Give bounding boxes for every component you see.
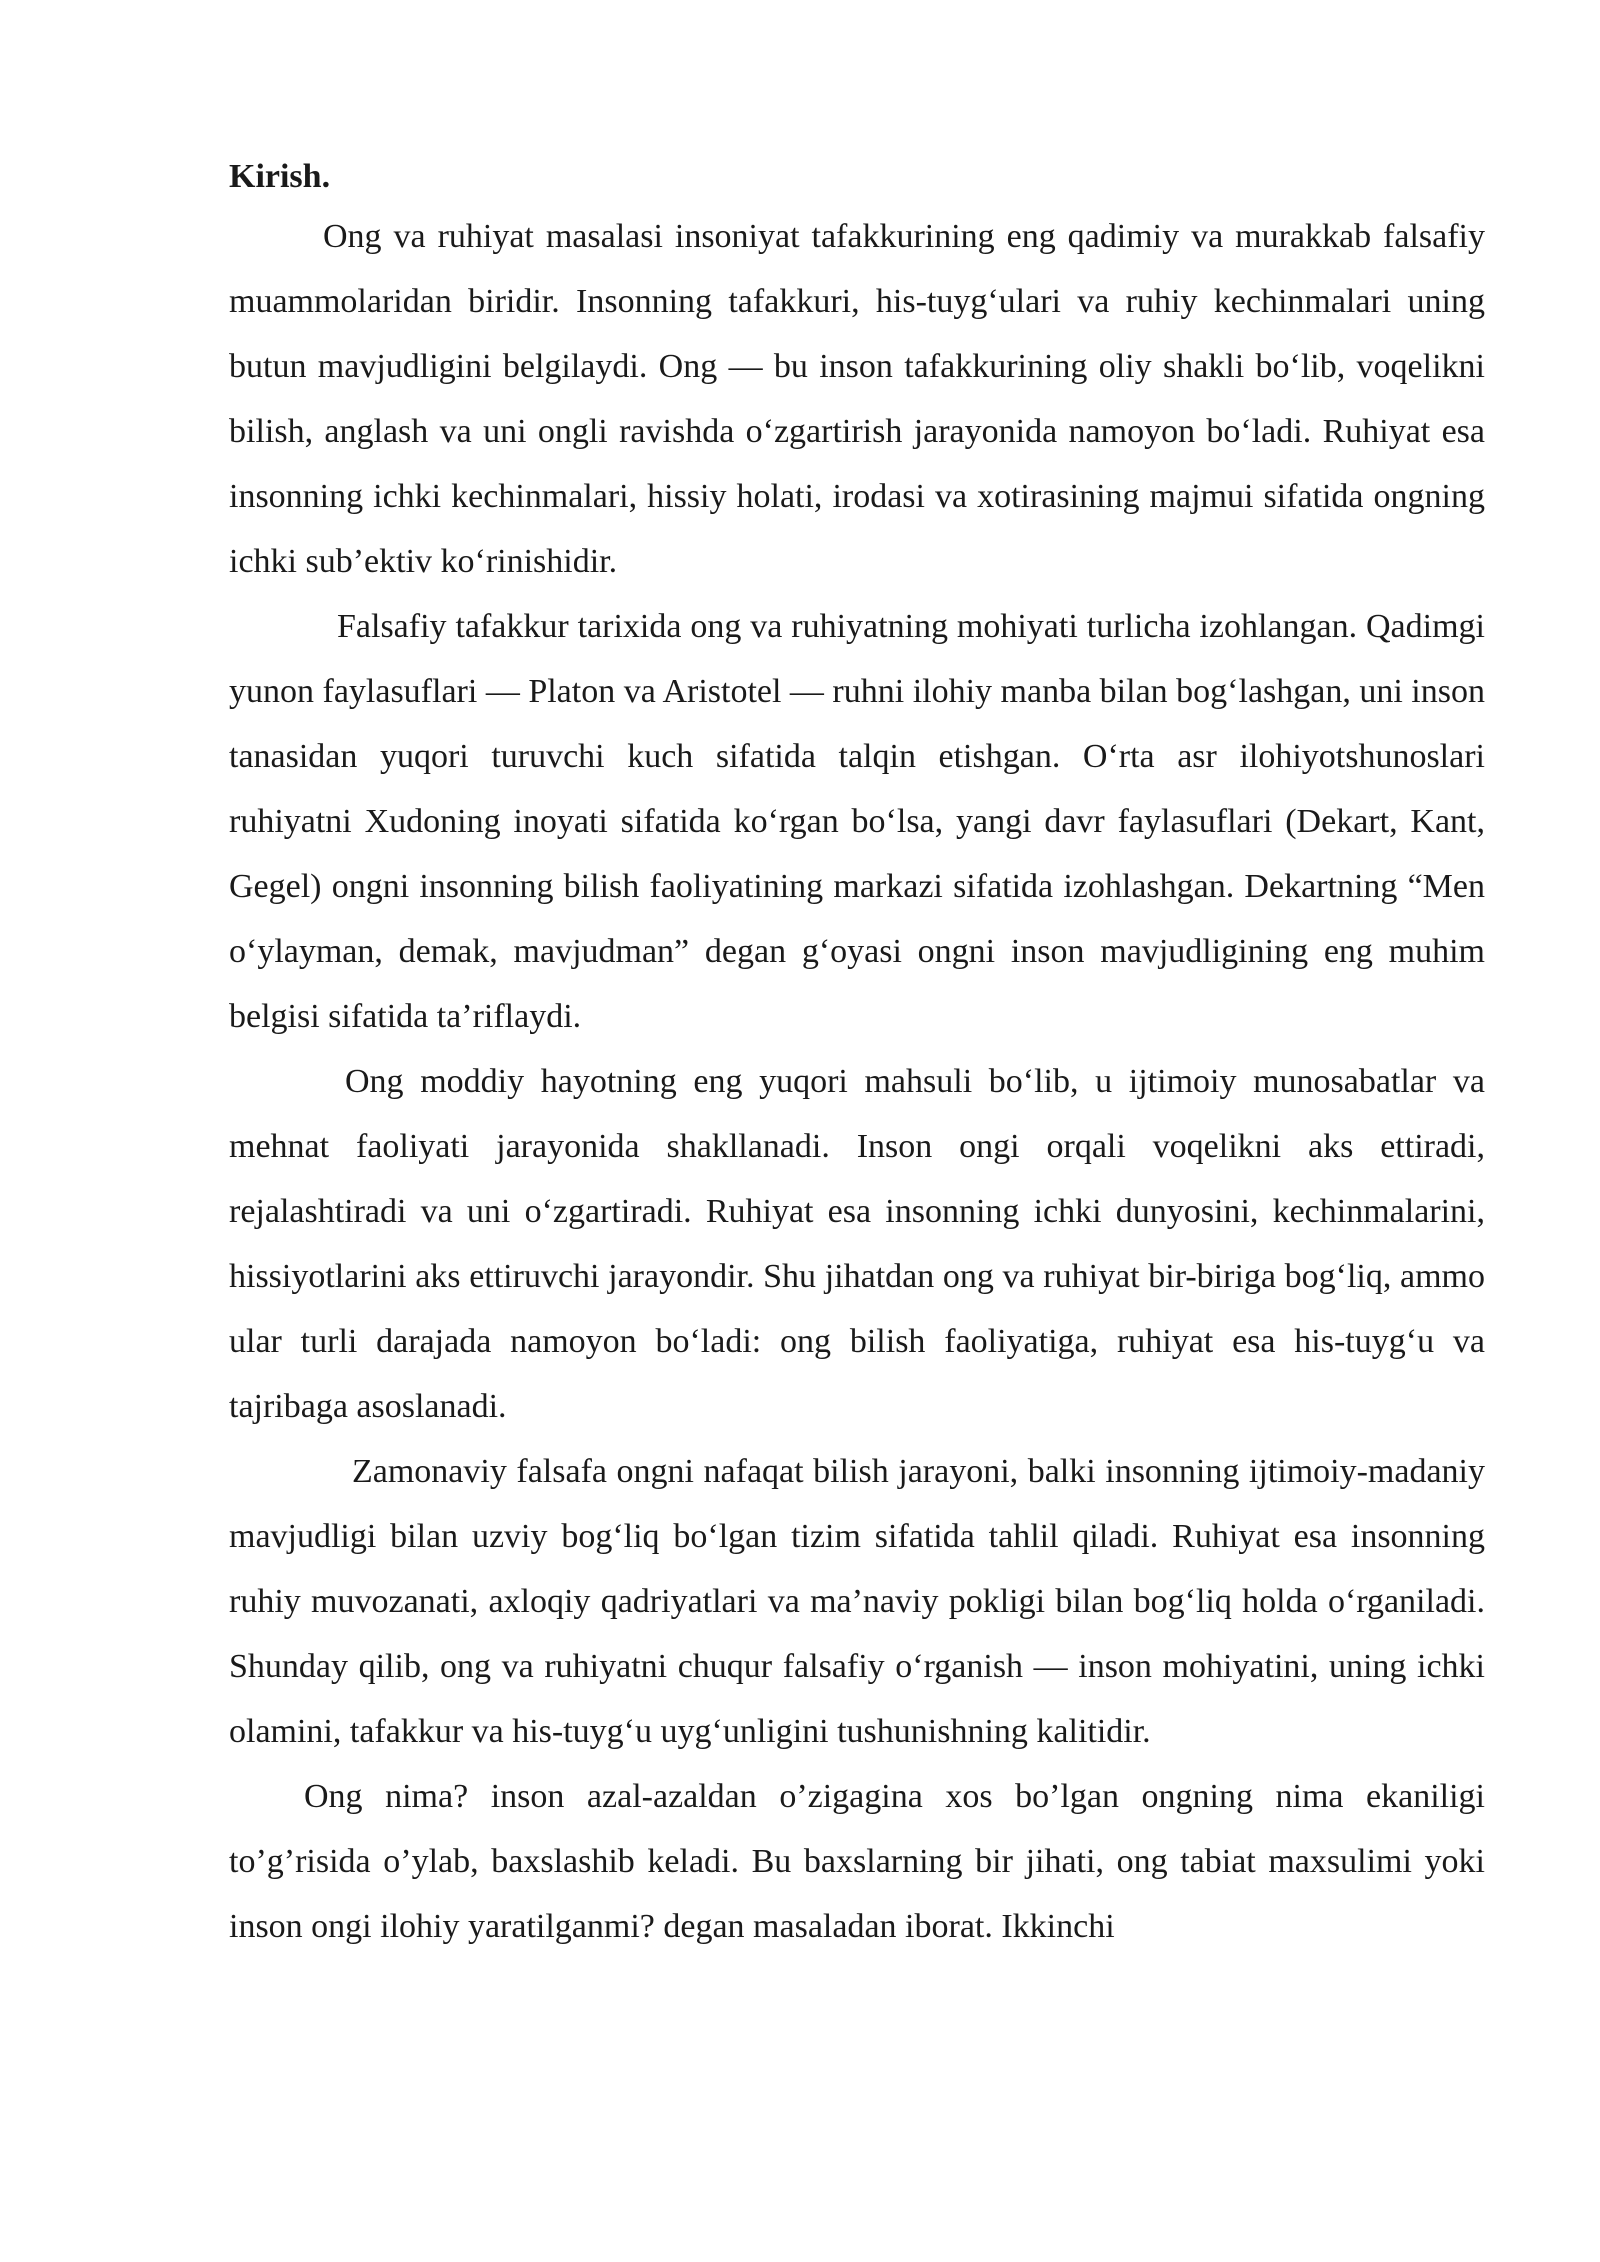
document-body [229,150,1485,1959]
paragraph-1: Ong va ruhiyat masalasi insoniyat tafakkurining eng qadimiy va murakkab falsafiy muammolaridan biridir. Insonning tafakkuri, his-tuyg‘ulari va ruhiy kechinmalari uning butun mavjudligini belgilaydi. Ong — bu inson tafakkurining oliy shakli bo‘lib, voqelikni bilish, anglash va uni ongli ravishda o‘zgartirish jarayonida namoyon bo‘ladi. Ruhiyat esa insonning ichki kechinmalari, hissiy holati, irodasi va xotirasining majmui sifatida ongning ichki sub’ektiv ko‘rinishidir. [229,218,1485,580]
paragraph-2: Falsafiy tafakkur tarixida ong va ruhiyatning mohiyati turlicha izohlangan. Qadimgi yunon faylasuflari — Platon va Aristotel — ruhni ilohiy manba bilan bog‘lashgan, uni inson tanasidan yuqori turuvchi kuch sifatida talqin etishgan. O‘rta asr ilohiyotshunoslari ruhiyatni Xudoning inoyati sifatida ko‘rgan bo‘lsa, yangi davr faylasuflari (Dekart, Kant, Gegel) ongni insonning bilish faoliyatining markazi sifatida izohlashgan. Dekartning “Men o‘ylayman, demak, mavjudman” degan g‘oyasi ongni inson mavjudligining eng muhim belgisi sifatida ta’riflaydi. [229,608,1485,1035]
paragraph-3: Ong moddiy hayotning eng yuqori mahsuli bo‘lib, u ijtimoiy munosabatlar va mehnat faoliyati jarayonida shakllanadi. Inson ongi orqali voqelikni aks ettiradi, rejalashtiradi va uni o‘zgartiradi. Ruhiyat esa insonning ichki dunyosini, kechinmalarini, hissiyotlarini aks ettiruvchi jarayondir. Shu jihatdan ong va ruhiyat bir-biriga bog‘liq, ammo ular turli darajada namoyon bo‘ladi: ong bilish faoliyatiga, ruhiyat esa his-tuyg‘u va tajribaga asoslanadi. [229,1063,1485,1425]
paragraph-4: Zamonaviy falsafa ongni nafaqat bilish jarayoni, balki insonning ijtimoiy-madaniy mavjudligi bilan uzviy bog‘liq bo‘lgan tizim sifatida tahlil qiladi. Ruhiyat esa insonning ruhiy muvozanati, axloqiy qadriyatlari va ma’naviy pokligi bilan bog‘liq holda o‘rganiladi. Shunday qilib, ong va ruhiyatni chuqur falsafiy o‘rganish — inson mohiyatini, uning ichki olamini, tafakkur va his-tuyg‘u uyg‘unligini tushunishning kalitidir. [229,1453,1485,1750]
paragraph-5: Ong nima? inson azal-azaldan o’zigagina xos bo’lgan ongning nima ekaniligi to’g’risida o’ylab, baxslashib keladi. Bu baxslarning bir jihati, ong tabiat maxsulimi yoki inson ongi ilohiy yaratilganmi? degan masaladan iborat. Ikkinchi [229,1778,1485,1945]
section-heading: Kirish. [229,158,331,195]
